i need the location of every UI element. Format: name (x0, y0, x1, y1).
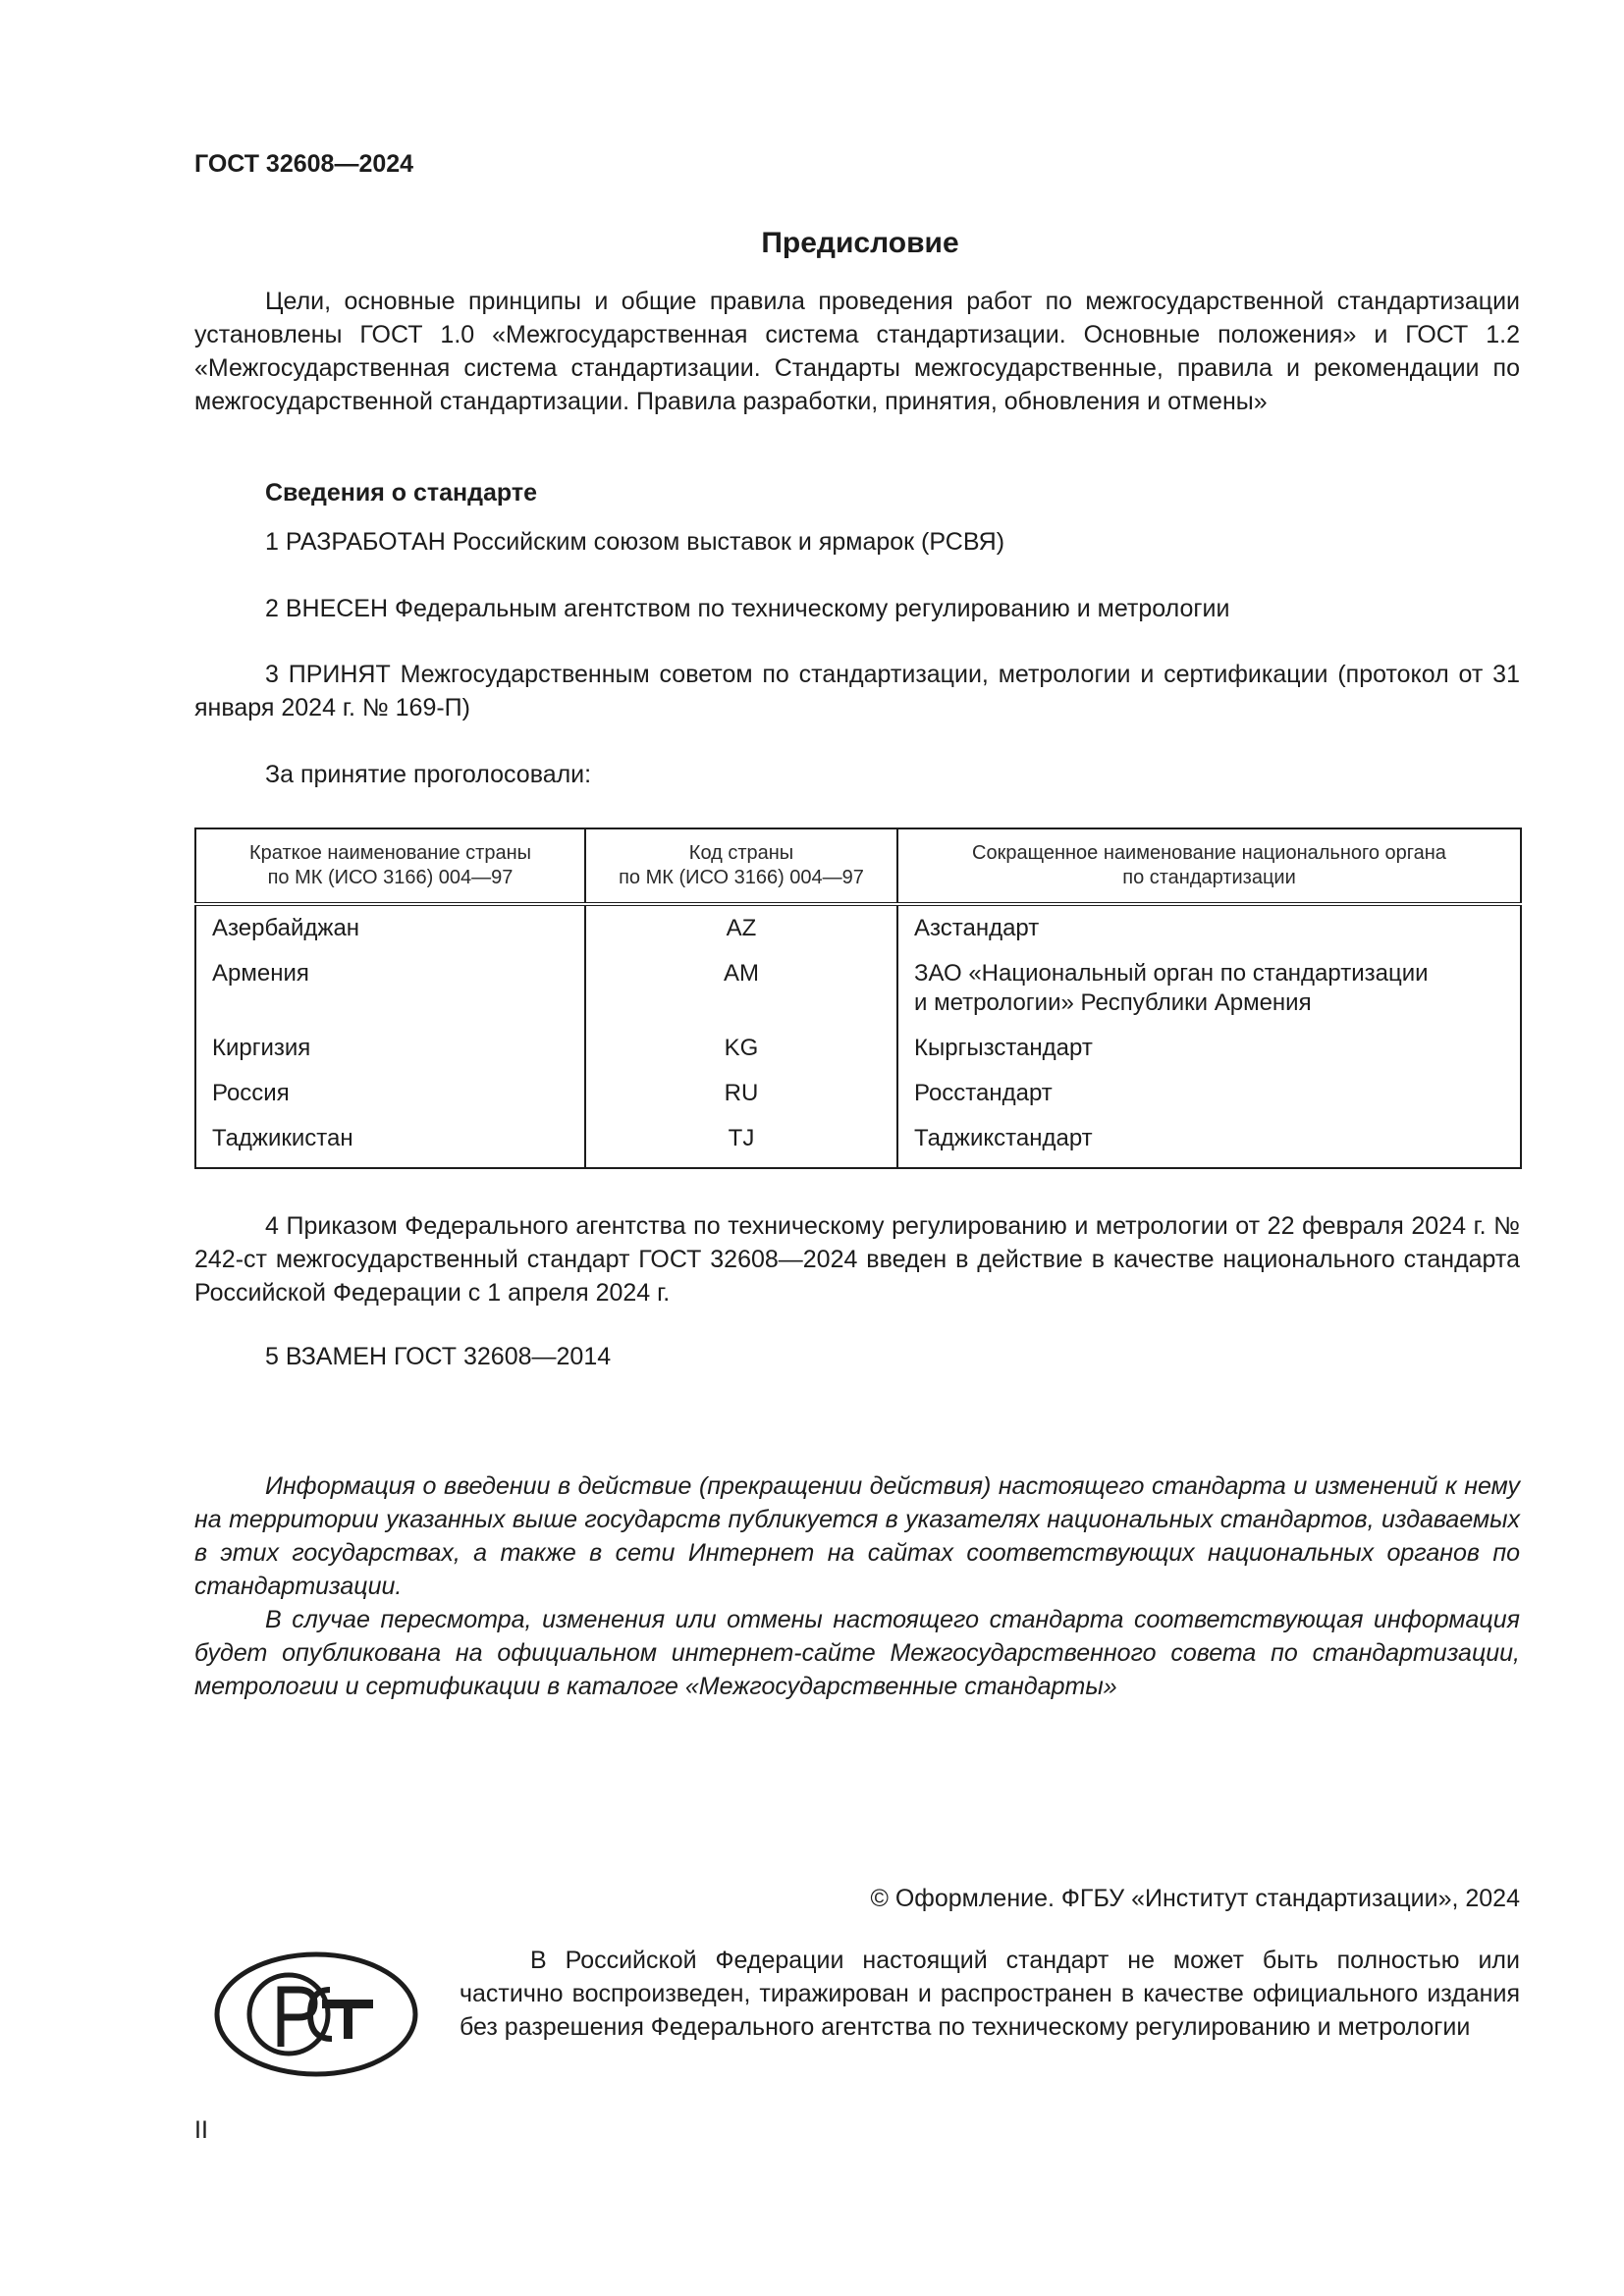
country-cell: Киргизия (195, 1026, 585, 1071)
body-cell (897, 904, 1521, 951)
header-code-line2: по МК (ИСО 3166) 004—97 (619, 867, 864, 888)
info-heading: Сведения о стандарте (265, 479, 538, 507)
country-cell: Армения (195, 951, 585, 1026)
notice-paragraph-2: В случае пересмотра, изменения или отмены настоящего стандарта соответствующая информация будет опубликована на официальном интернет-сайте Межгосударственного совета по стандартизации, метрологии и сертификации в каталоге «Межгосударственные стандарты» (194, 1606, 1520, 1700)
body-cell (897, 1026, 1521, 1071)
header-body (897, 828, 1521, 904)
header-country-line1: Краткое наименование страны (248, 842, 532, 864)
body-line: Кыргызстандарт (914, 1035, 1093, 1061)
intro-paragraph (194, 285, 1520, 418)
code-cell: RU (585, 1071, 897, 1116)
item-4 (194, 1209, 1520, 1309)
body-line: ЗАО «Национальный орган по стандартизации (914, 960, 1429, 987)
body-line: Таджикстандарт (914, 1125, 1093, 1151)
body-cell (897, 1116, 1521, 1168)
table-row (195, 1071, 1521, 1116)
table-row (195, 904, 1521, 951)
code-cell: AM (585, 951, 897, 1026)
body-cell (897, 1071, 1521, 1116)
page-number: II (194, 2116, 208, 2144)
item-3 (194, 658, 1520, 724)
item-1: 1 РАЗРАБОТАН Российским союзом выставок и ярмарок (РСВЯ) (265, 528, 1005, 556)
copyright-line: © Оформление. ФГБУ «Институт стандартизации», 2024 (870, 1885, 1520, 1912)
code-cell: AZ (585, 904, 897, 951)
item-5: 5 ВЗАМЕН ГОСТ 32608—2014 (265, 1343, 612, 1370)
info-notice (194, 1469, 1520, 1703)
header-country (195, 828, 585, 904)
header-body-line2: по стандартизации (1122, 867, 1296, 888)
document-code: ГОСТ 32608—2024 (194, 150, 414, 178)
notice-paragraph-1: Информация о введении в действие (прекращении действия) настоящего стандарта и изменений к нему на территории указанных выше государств публикуется в указателях национальных стандартов, издаваемых в этих государствах, а также в сети Интернет на сайтах соответствующих национальных органов по стандартизации. (194, 1472, 1520, 1600)
body-line: и метрологии» Республики Армения (914, 989, 1312, 1016)
voted-label: За принятие проголосовали: (265, 761, 592, 788)
country-cell: Таджикистан (195, 1116, 585, 1168)
header-code-line1: Код страны (688, 842, 794, 864)
header-code (585, 828, 897, 904)
code-cell: TJ (585, 1116, 897, 1168)
table-header-row (195, 828, 1521, 904)
body-cell (897, 951, 1521, 1026)
country-cell: Азербайджан (195, 904, 585, 951)
intro-text: Цели, основные принципы и общие правила проведения работ по межгосударственной стандартизации установлены ГОСТ 1.0 «Межгосударственная система стандартизации. Основные положения» и ГОСТ 1.2 «Межгосударственная система стандартизации. Стандарты межгосударственные, правила и рекомендации по межгосударственной стандартизации. Правила разработки, принятия, обновления и отмены» (194, 288, 1520, 415)
table-row (195, 1116, 1521, 1168)
item-3-text: 3 ПРИНЯТ Межгосударственным советом по стандартизации, метрологии и сертификации (протокол от 31 января 2024 г. № 169-П) (194, 661, 1520, 721)
item-4-text: 4 Приказом Федерального агентства по техническому регулированию и метрологии от 22 февраля 2024 г. № 242-ст межгосударственный стандарт ГОСТ 32608—2024 введен в действие в качестве национального стандарта Российской Федерации с 1 апреля 2024 г. (194, 1212, 1520, 1307)
table-row (195, 1026, 1521, 1071)
code-cell: KG (585, 1026, 897, 1071)
country-cell: Россия (195, 1071, 585, 1116)
table-row (195, 951, 1521, 1026)
legal-notice-text: В Российской Федерации настоящий стандарт не может быть полностью или частично воспроизведен, тиражирован и распространен в качестве официального издания без разрешения Федерального агентства по техническому регулированию и метрологии (460, 1947, 1520, 2041)
rst-certification-mark-icon (212, 1949, 420, 2080)
page-title: Предисловие (761, 227, 959, 259)
item-2: 2 ВНЕСЕН Федеральным агентством по техническому регулированию и метрологии (265, 595, 1230, 622)
body-line: Росстандарт (914, 1080, 1053, 1106)
header-country-line2: по МК (ИСО 3166) 004—97 (267, 867, 514, 888)
voting-countries-table (194, 828, 1522, 1169)
legal-notice (460, 1944, 1520, 2044)
body-line: Азстандарт (914, 915, 1040, 941)
header-body-line1: Сокращенное наименование национального органа (972, 842, 1446, 864)
